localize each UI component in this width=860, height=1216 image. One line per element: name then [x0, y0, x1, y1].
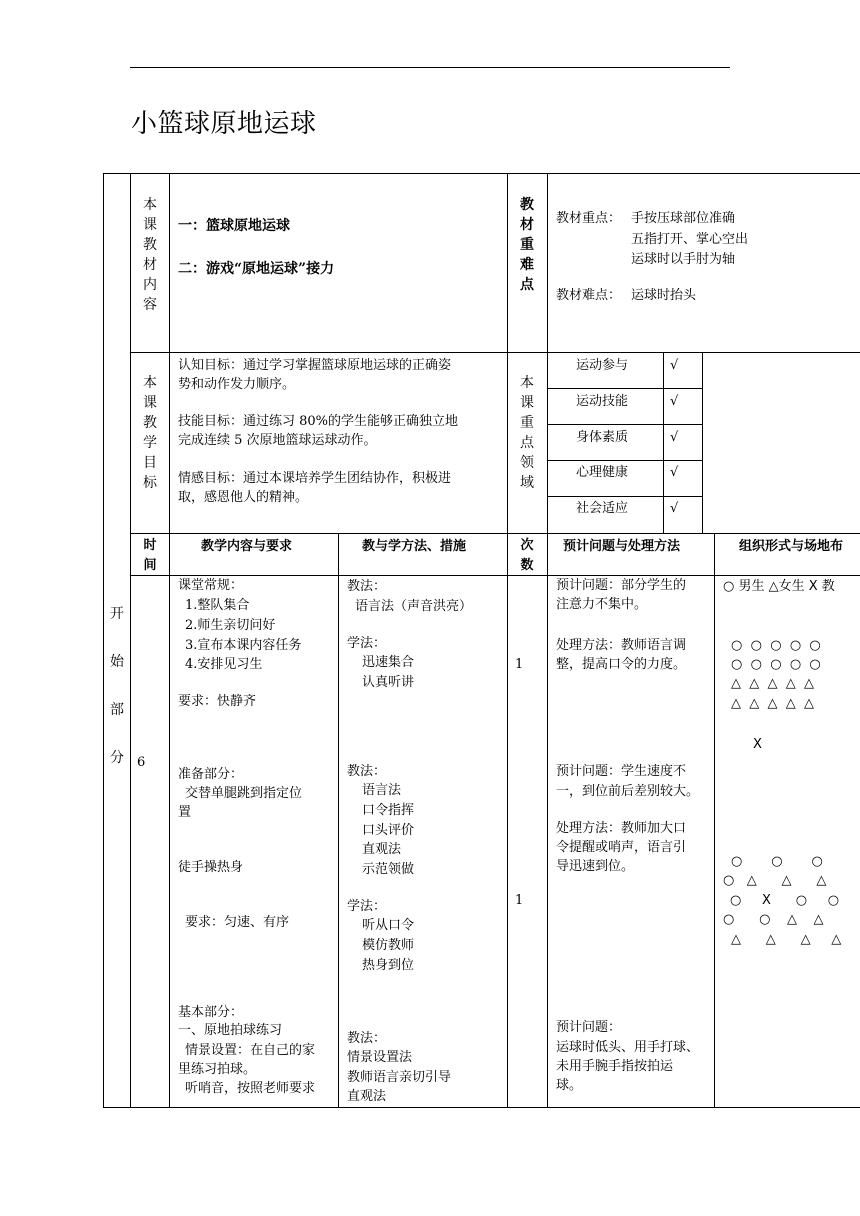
formation-row: ○ ○ ○ ○ ○	[731, 657, 821, 672]
domain-check: √	[670, 430, 679, 445]
header-problems: 预计问题与处理方法	[563, 539, 681, 554]
teach-method: 口头评价	[362, 823, 415, 838]
formation-row: △ △ △ △ △	[731, 696, 815, 711]
header-count: 次数	[520, 538, 534, 573]
key-label: 教材重点：	[556, 211, 622, 226]
domain-check: √	[670, 394, 679, 409]
formation-row: △ △ △ △	[731, 932, 842, 947]
routine-title: 课堂常规：	[178, 578, 244, 593]
cognitive-goal-line-2: 势和动作发力顺序。	[178, 377, 296, 392]
problem-line: 球。	[556, 1078, 583, 1093]
teach-label: 教法：	[347, 579, 387, 594]
header-method: 教与学方法、措施	[362, 539, 467, 554]
header-rule	[130, 67, 730, 68]
teacher-marker: X	[753, 737, 762, 752]
learn-method: 模仿教师	[362, 938, 415, 953]
routine-requirement: 要求：快静齐	[178, 694, 257, 709]
skill-goal-line-1: 技能目标：通过练习 80%的学生能够正确独立地	[178, 414, 459, 429]
teach-method: 口令指挥	[362, 803, 415, 818]
learn-label: 学法：	[347, 636, 387, 651]
teach-method: 教师语言亲切引导	[347, 1070, 452, 1085]
solution-line: 处理方法：教师加大口	[556, 821, 687, 836]
domain-name: 社会适应	[576, 501, 629, 516]
teach-method: 直观法	[362, 842, 402, 857]
key-point-2: 五指打开、掌心空出	[631, 232, 749, 247]
solution-line: 处理方法：教师语言调	[556, 638, 687, 653]
formation-legend: ○ 男生 △女生 X 教	[723, 579, 835, 594]
basic-line: 听哨音，按照老师要求	[185, 1081, 316, 1096]
problem-line: 运球时低头、用手打球、	[556, 1040, 700, 1055]
problem-line: 一，到位前后差别较大。	[556, 784, 700, 799]
emotion-goal-line-2: 取，感恩他人的精神。	[178, 490, 309, 505]
count-value: 1	[515, 893, 524, 908]
teach-label: 教法：	[347, 1031, 387, 1046]
basic-line: 情景设置：在自己的家	[185, 1043, 316, 1058]
solution-line: 整，提高口令的力度。	[556, 657, 687, 672]
learn-method: 听从口令	[362, 918, 415, 933]
prep-line: 置	[178, 805, 192, 820]
routine-item: 3.宣布本课内容任务	[185, 638, 302, 653]
domain-check: √	[670, 465, 679, 480]
prep-line: 交替单腿跳到指定位	[185, 786, 303, 801]
cognitive-goal-line-1: 认知目标：通过学习掌握篮球原地运球的正确姿	[178, 358, 452, 373]
organization-cell	[715, 576, 860, 1107]
material-item-2: 二：游戏“原地运球”接力	[178, 261, 335, 277]
learn-method: 认真听讲	[362, 675, 415, 690]
focus-label: 教材重难点	[520, 197, 534, 293]
count-value: 1	[515, 657, 524, 672]
teach-method: 情景设置法	[347, 1050, 413, 1065]
domain-name: 运动技能	[576, 394, 629, 409]
emotion-goal-line-1: 情感目标：通过本课培养学生团结协作，积极进	[178, 471, 452, 486]
key-point-3: 运球时以手肘为轴	[631, 252, 736, 267]
formation-row: ○ X ○ ○	[730, 893, 840, 908]
problem-line: 注意力不集中。	[556, 597, 648, 612]
time-value: 6	[137, 755, 146, 770]
teach-method: 语言法（声音洪亮）	[355, 599, 473, 614]
difficulty-label: 教材难点：	[556, 288, 622, 303]
formation-row: ○ ○ △ △	[723, 912, 824, 927]
difficulty-value: 运球时抬头	[631, 288, 697, 303]
prep-requirement: 要求：匀速、有序	[185, 915, 290, 930]
section-label: 开始部分	[110, 606, 124, 766]
domain-name: 运动参与	[576, 358, 629, 373]
material-item-1: 一：篮球原地运球	[178, 218, 290, 234]
routine-item: 1.整队集合	[185, 598, 250, 613]
domain-name: 心理健康	[576, 465, 629, 480]
solution-line: 导迅速到位。	[556, 859, 635, 874]
materials-label: 本课教材内容	[143, 197, 157, 313]
problem-line: 预计问题：部分学生的	[556, 578, 687, 593]
domain-check: √	[670, 358, 679, 373]
objectives-label: 本课教学目标	[143, 375, 157, 491]
learn-label: 学法：	[347, 899, 387, 914]
exercise: 徒手操热身	[178, 860, 244, 875]
basic-line: 里练习拍球。	[178, 1062, 257, 1077]
skill-goal-line-2: 完成连续 5 次原地篮球运球动作。	[178, 433, 377, 448]
domain-label: 本课重点领域	[520, 375, 534, 491]
header-time: 时间	[143, 538, 157, 573]
domain-check: √	[670, 501, 679, 516]
page-title: 小篮球原地运球	[131, 109, 317, 139]
formation-row: ○ ○ ○	[731, 854, 823, 869]
teach-label: 教法：	[347, 764, 387, 779]
learn-method: 迅速集合	[362, 655, 415, 670]
formation-row: △ △ △ △ △	[731, 676, 815, 691]
teach-method: 语言法	[362, 783, 402, 798]
solution-line: 令提醒或哨声，语言引	[556, 840, 687, 855]
prep-title: 准备部分：	[178, 767, 244, 782]
domain-name: 身体素质	[576, 430, 629, 445]
problem-line: 预计问题：	[556, 1020, 622, 1035]
basic-title: 基本部分：	[178, 1005, 244, 1020]
teach-method: 直观法	[347, 1089, 387, 1104]
basic-line: 一、原地拍球练习	[178, 1023, 283, 1038]
header-content: 教学内容与要求	[201, 539, 293, 554]
routine-item: 4.安排见习生	[185, 657, 263, 672]
key-point-1: 手按压球部位准确	[631, 211, 736, 226]
formation-row: ○ △ △ △	[723, 873, 827, 888]
header-organization: 组织形式与场地布	[739, 539, 844, 554]
learn-method: 热身到位	[362, 958, 415, 973]
routine-item: 2.师生亲切问好	[185, 618, 276, 633]
formation-row: ○ ○ ○ ○ ○	[731, 638, 821, 653]
teach-method: 示范领做	[362, 862, 415, 877]
problem-line: 预计问题：学生速度不	[556, 764, 687, 779]
problem-line: 未用手腕手指按拍运	[556, 1059, 674, 1074]
